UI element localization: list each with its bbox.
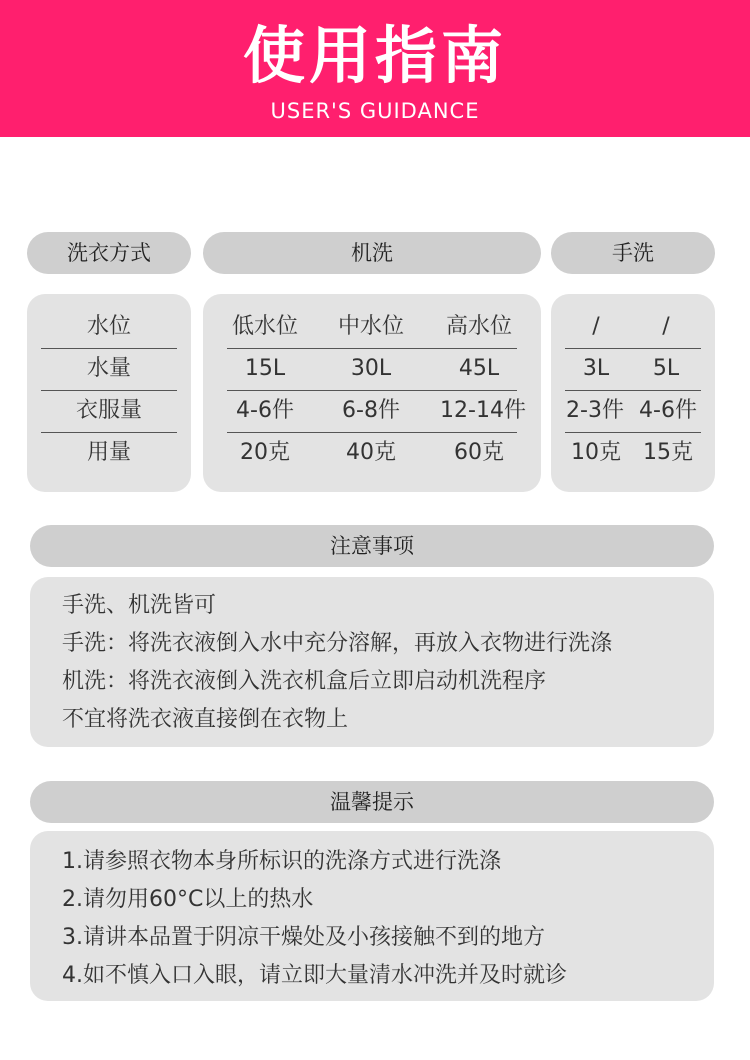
- method-header: 洗衣方式: [27, 232, 191, 274]
- hand-volume-a: 3L: [582, 356, 610, 381]
- table-row: [27, 348, 191, 390]
- machine-high-clothes: 12-14件: [440, 398, 526, 423]
- table-row: [551, 390, 715, 432]
- table-row: [551, 432, 715, 474]
- hand-dosage-b: 15克: [643, 440, 693, 465]
- row-label-water-level: 水位: [86, 314, 131, 339]
- row-label-clothes-amount: 衣服量: [75, 398, 142, 423]
- machine-low-level: 低水位: [231, 314, 298, 339]
- hand-clothes-b: 4-6件: [639, 398, 697, 423]
- table-row: [551, 306, 715, 348]
- tips-card: [30, 831, 714, 1001]
- tips-title: 温馨提示: [30, 781, 714, 823]
- machine-low-volume: 15L: [244, 356, 286, 381]
- row-label-card: [27, 294, 191, 492]
- page-title: 使用指南: [242, 19, 507, 92]
- machine-wash-card: [203, 294, 541, 492]
- table-row: [551, 348, 715, 390]
- hand-dosage-a: 10克: [571, 440, 621, 465]
- machine-mid-dosage: 40克: [346, 440, 396, 465]
- machine-mid-level: 中水位: [337, 314, 404, 339]
- list-item: 1.请参照衣物本身所标识的洗涤方式进行洗涤: [62, 849, 501, 874]
- table-row: [27, 432, 191, 474]
- notes-card: [30, 577, 714, 747]
- list-item: 不宜将洗衣液直接倒在衣物上: [62, 707, 349, 732]
- list-item: 机洗：将洗衣液倒入洗衣机盒后立即启动机洗程序: [62, 669, 547, 694]
- machine-low-clothes: 4-6件: [236, 398, 294, 423]
- table-row: [27, 306, 191, 348]
- list-item: 手洗：将洗衣液倒入水中充分溶解，再放入衣物进行洗涤: [62, 631, 613, 656]
- list-item: 3.请讲本品置于阴凉干燥处及小孩接触不到的地方: [62, 925, 545, 950]
- notes-title: 注意事项: [30, 525, 714, 567]
- hand-clothes-a: 2-3件: [566, 398, 624, 423]
- table-row: [203, 306, 541, 348]
- machine-low-dosage: 20克: [240, 440, 290, 465]
- list-item: 2.请勿用60°C以上的热水: [62, 887, 314, 912]
- machine-mid-volume: 30L: [350, 356, 392, 381]
- hand-wash-header: 手洗: [551, 232, 715, 274]
- hand-level-a: /: [592, 314, 600, 339]
- machine-high-level: 高水位: [445, 314, 512, 339]
- row-label-water-volume: 水量: [86, 356, 131, 381]
- hand-level-b: /: [662, 314, 670, 339]
- machine-high-volume: 45L: [458, 356, 500, 381]
- row-label-dosage: 用量: [86, 440, 131, 465]
- machine-mid-clothes: 6-8件: [342, 398, 400, 423]
- machine-high-dosage: 60克: [454, 440, 504, 465]
- table-row: [203, 432, 541, 474]
- list-item: 手洗、机洗皆可: [62, 593, 217, 618]
- hand-volume-b: 5L: [652, 356, 680, 381]
- table-row: [203, 390, 541, 432]
- list-item: 4.如不慎入口入眼，请立即大量清水冲洗并及时就诊: [62, 963, 567, 988]
- machine-wash-header: 机洗: [203, 232, 541, 274]
- hand-wash-card: [551, 294, 715, 492]
- page-subtitle: USER'S GUIDANCE: [270, 99, 480, 123]
- table-row: [27, 390, 191, 432]
- table-row: [203, 348, 541, 390]
- header-banner: [0, 0, 750, 137]
